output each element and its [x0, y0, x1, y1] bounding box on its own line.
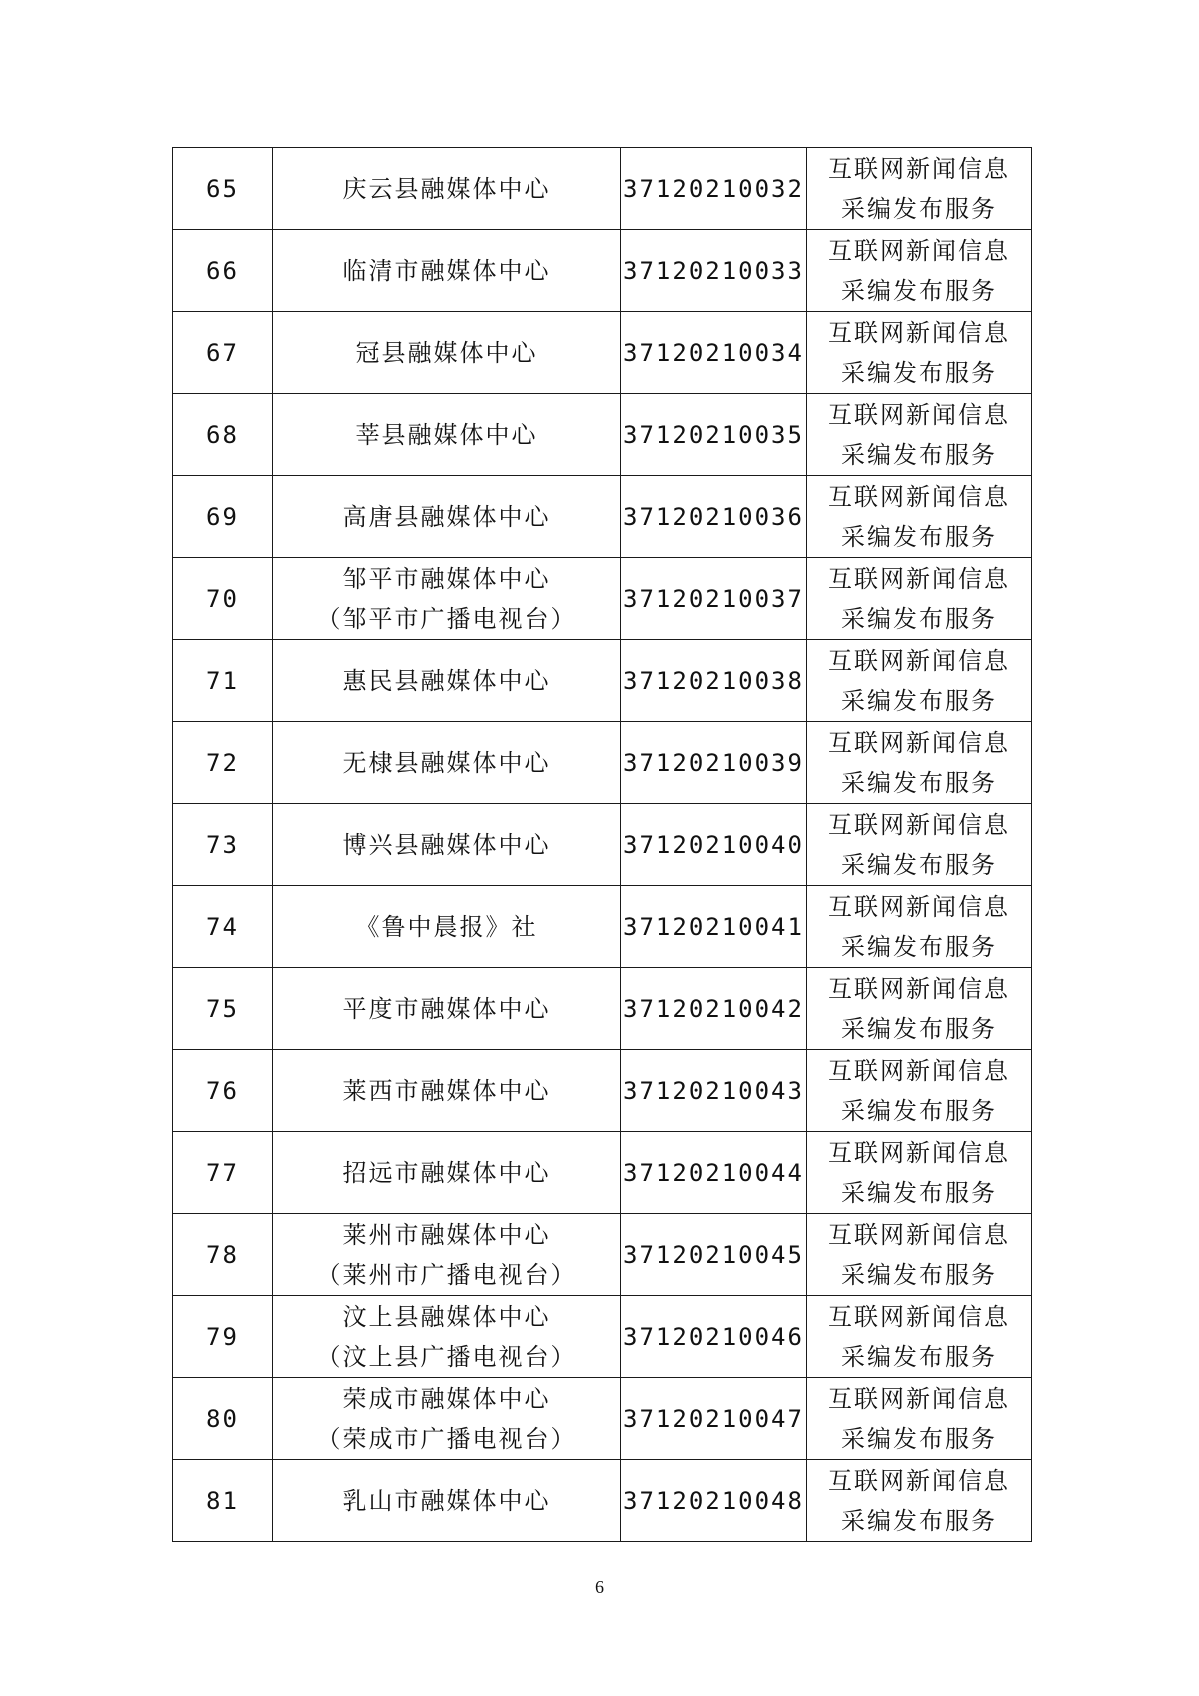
- service-type-line2: 采编发布服务: [841, 194, 997, 223]
- table-row: [173, 148, 1032, 230]
- row-number-cell: 66: [173, 230, 273, 312]
- table-row: [173, 476, 1032, 558]
- license-code-cell: 37120210041: [621, 886, 807, 968]
- service-type-line2: 采编发布服务: [841, 686, 997, 715]
- service-type-cell: [807, 1460, 1032, 1542]
- organization-name: 冠县融媒体中心: [355, 338, 538, 367]
- row-number-cell: 80: [173, 1378, 273, 1460]
- row-number-cell: 70: [173, 558, 273, 640]
- row-number-cell: 72: [173, 722, 273, 804]
- organization-name-cell: [273, 1132, 621, 1214]
- service-type-line1: 互联网新闻信息: [828, 1384, 1010, 1413]
- license-code-cell: 37120210038: [621, 640, 807, 722]
- license-code-cell: 37120210044: [621, 1132, 807, 1214]
- service-type-line1: 互联网新闻信息: [828, 564, 1010, 593]
- service-type-cell: [807, 722, 1032, 804]
- organization-name-cell: [273, 640, 621, 722]
- row-number-cell: 74: [173, 886, 273, 968]
- license-code-cell: 37120210035: [621, 394, 807, 476]
- license-code-cell: 37120210046: [621, 1296, 807, 1378]
- service-type-cell: [807, 312, 1032, 394]
- service-type-cell: [807, 886, 1032, 968]
- service-type-cell: [807, 394, 1032, 476]
- service-type-cell: [807, 640, 1032, 722]
- service-type-line1: 互联网新闻信息: [828, 810, 1010, 839]
- row-number-cell: 75: [173, 968, 273, 1050]
- license-code-cell: 37120210033: [621, 230, 807, 312]
- service-type-cell: [807, 230, 1032, 312]
- table-row: [173, 1460, 1032, 1542]
- service-type-line2: 采编发布服务: [841, 358, 997, 387]
- row-number-cell: 71: [173, 640, 273, 722]
- table-row: [173, 230, 1032, 312]
- service-type-line1: 互联网新闻信息: [828, 1220, 1010, 1249]
- license-code-cell: 37120210043: [621, 1050, 807, 1132]
- organization-name-cell: [273, 1214, 621, 1296]
- organization-alias: （汶上县广播电视台）: [316, 1342, 577, 1371]
- service-type-cell: [807, 1296, 1032, 1378]
- row-number-cell: 73: [173, 804, 273, 886]
- organization-name-cell: [273, 968, 621, 1050]
- organization-name-cell: [273, 1296, 621, 1378]
- organization-name: 荣成市融媒体中心: [342, 1384, 551, 1413]
- organization-name: 平度市融媒体中心: [342, 994, 551, 1023]
- organization-alias: （邹平市广播电视台）: [316, 604, 577, 633]
- table-row: [173, 1214, 1032, 1296]
- service-type-line1: 互联网新闻信息: [828, 892, 1010, 921]
- organization-name-cell: [273, 558, 621, 640]
- organization-alias: （荣成市广播电视台）: [316, 1424, 577, 1453]
- table-row: [173, 394, 1032, 476]
- organization-name: 庆云县融媒体中心: [342, 174, 551, 203]
- organization-name: 惠民县融媒体中心: [342, 666, 551, 695]
- page-number: 6: [595, 1577, 604, 1597]
- organization-name: 《鲁中晨报》社: [355, 912, 538, 941]
- service-type-line2: 采编发布服务: [841, 604, 997, 633]
- license-code-cell: 37120210047: [621, 1378, 807, 1460]
- service-type-line2: 采编发布服务: [841, 932, 997, 961]
- license-code-cell: 37120210034: [621, 312, 807, 394]
- service-type-line2: 采编发布服务: [841, 1506, 997, 1535]
- organization-name: 高唐县融媒体中心: [342, 502, 551, 531]
- table-row: [173, 640, 1032, 722]
- service-type-line2: 采编发布服务: [841, 1096, 997, 1125]
- service-type-line1: 互联网新闻信息: [828, 482, 1010, 511]
- service-type-line2: 采编发布服务: [841, 768, 997, 797]
- organization-name-cell: [273, 312, 621, 394]
- service-type-line1: 互联网新闻信息: [828, 974, 1010, 1003]
- service-type-cell: [807, 558, 1032, 640]
- organization-name-cell: [273, 722, 621, 804]
- license-code-cell: 37120210039: [621, 722, 807, 804]
- service-type-line1: 互联网新闻信息: [828, 728, 1010, 757]
- table-body: [173, 148, 1032, 1542]
- organization-name: 汶上县融媒体中心: [342, 1302, 551, 1331]
- organization-name: 莱西市融媒体中心: [342, 1076, 551, 1105]
- service-type-cell: [807, 148, 1032, 230]
- table-row: [173, 1132, 1032, 1214]
- service-type-line2: 采编发布服务: [841, 1178, 997, 1207]
- service-type-cell: [807, 968, 1032, 1050]
- license-code-cell: 37120210040: [621, 804, 807, 886]
- row-number-cell: 77: [173, 1132, 273, 1214]
- organization-name-cell: [273, 394, 621, 476]
- organization-name: 莱州市融媒体中心: [342, 1220, 551, 1249]
- row-number-cell: 69: [173, 476, 273, 558]
- service-type-line2: 采编发布服务: [841, 440, 997, 469]
- organization-name-cell: [273, 886, 621, 968]
- service-type-line1: 互联网新闻信息: [828, 1302, 1010, 1331]
- organization-name-cell: [273, 476, 621, 558]
- row-number-cell: 81: [173, 1460, 273, 1542]
- service-type-cell: [807, 1378, 1032, 1460]
- organization-name: 博兴县融媒体中心: [342, 830, 551, 859]
- organization-name-cell: [273, 148, 621, 230]
- service-type-cell: [807, 1214, 1032, 1296]
- row-number-cell: 76: [173, 1050, 273, 1132]
- organization-name: 无棣县融媒体中心: [342, 748, 551, 777]
- table-row: [173, 312, 1032, 394]
- organization-name-cell: [273, 1050, 621, 1132]
- service-type-line2: 采编发布服务: [841, 1014, 997, 1043]
- table-row: [173, 1378, 1032, 1460]
- license-table: [172, 147, 1032, 1542]
- row-number-cell: 78: [173, 1214, 273, 1296]
- table-row: [173, 1050, 1032, 1132]
- service-type-line2: 采编发布服务: [841, 1342, 997, 1371]
- organization-name-cell: [273, 230, 621, 312]
- service-type-line2: 采编发布服务: [841, 1260, 997, 1289]
- organization-name-cell: [273, 1378, 621, 1460]
- organization-name: 莘县融媒体中心: [355, 420, 538, 449]
- service-type-line1: 互联网新闻信息: [828, 236, 1010, 265]
- service-type-cell: [807, 804, 1032, 886]
- service-type-line1: 互联网新闻信息: [828, 1138, 1010, 1167]
- service-type-line1: 互联网新闻信息: [828, 1056, 1010, 1085]
- row-number-cell: 68: [173, 394, 273, 476]
- organization-name: 乳山市融媒体中心: [342, 1486, 551, 1515]
- table-row: [173, 1296, 1032, 1378]
- table-row: [173, 886, 1032, 968]
- organization-name: 招远市融媒体中心: [342, 1158, 551, 1187]
- service-type-line1: 互联网新闻信息: [828, 646, 1010, 675]
- service-type-cell: [807, 1050, 1032, 1132]
- service-type-line2: 采编发布服务: [841, 850, 997, 879]
- organization-name-cell: [273, 804, 621, 886]
- service-type-line2: 采编发布服务: [841, 276, 997, 305]
- license-code-cell: 37120210037: [621, 558, 807, 640]
- organization-alias: （莱州市广播电视台）: [316, 1260, 577, 1289]
- service-type-line1: 互联网新闻信息: [828, 154, 1010, 183]
- service-type-cell: [807, 1132, 1032, 1214]
- service-type-line2: 采编发布服务: [841, 522, 997, 551]
- license-code-cell: 37120210042: [621, 968, 807, 1050]
- table-row: [173, 722, 1032, 804]
- service-type-line1: 互联网新闻信息: [828, 400, 1010, 429]
- license-code-cell: 37120210036: [621, 476, 807, 558]
- table-row: [173, 804, 1032, 886]
- table-row: [173, 558, 1032, 640]
- license-code-cell: 37120210032: [621, 148, 807, 230]
- row-number-cell: 79: [173, 1296, 273, 1378]
- row-number-cell: 67: [173, 312, 273, 394]
- service-type-line2: 采编发布服务: [841, 1424, 997, 1453]
- table-row: [173, 968, 1032, 1050]
- row-number-cell: 65: [173, 148, 273, 230]
- service-type-cell: [807, 476, 1032, 558]
- service-type-line1: 互联网新闻信息: [828, 1466, 1010, 1495]
- service-type-line1: 互联网新闻信息: [828, 318, 1010, 347]
- license-code-cell: 37120210045: [621, 1214, 807, 1296]
- license-code-cell: 37120210048: [621, 1460, 807, 1542]
- organization-name: 邹平市融媒体中心: [342, 564, 551, 593]
- organization-name-cell: [273, 1460, 621, 1542]
- organization-name: 临清市融媒体中心: [342, 256, 551, 285]
